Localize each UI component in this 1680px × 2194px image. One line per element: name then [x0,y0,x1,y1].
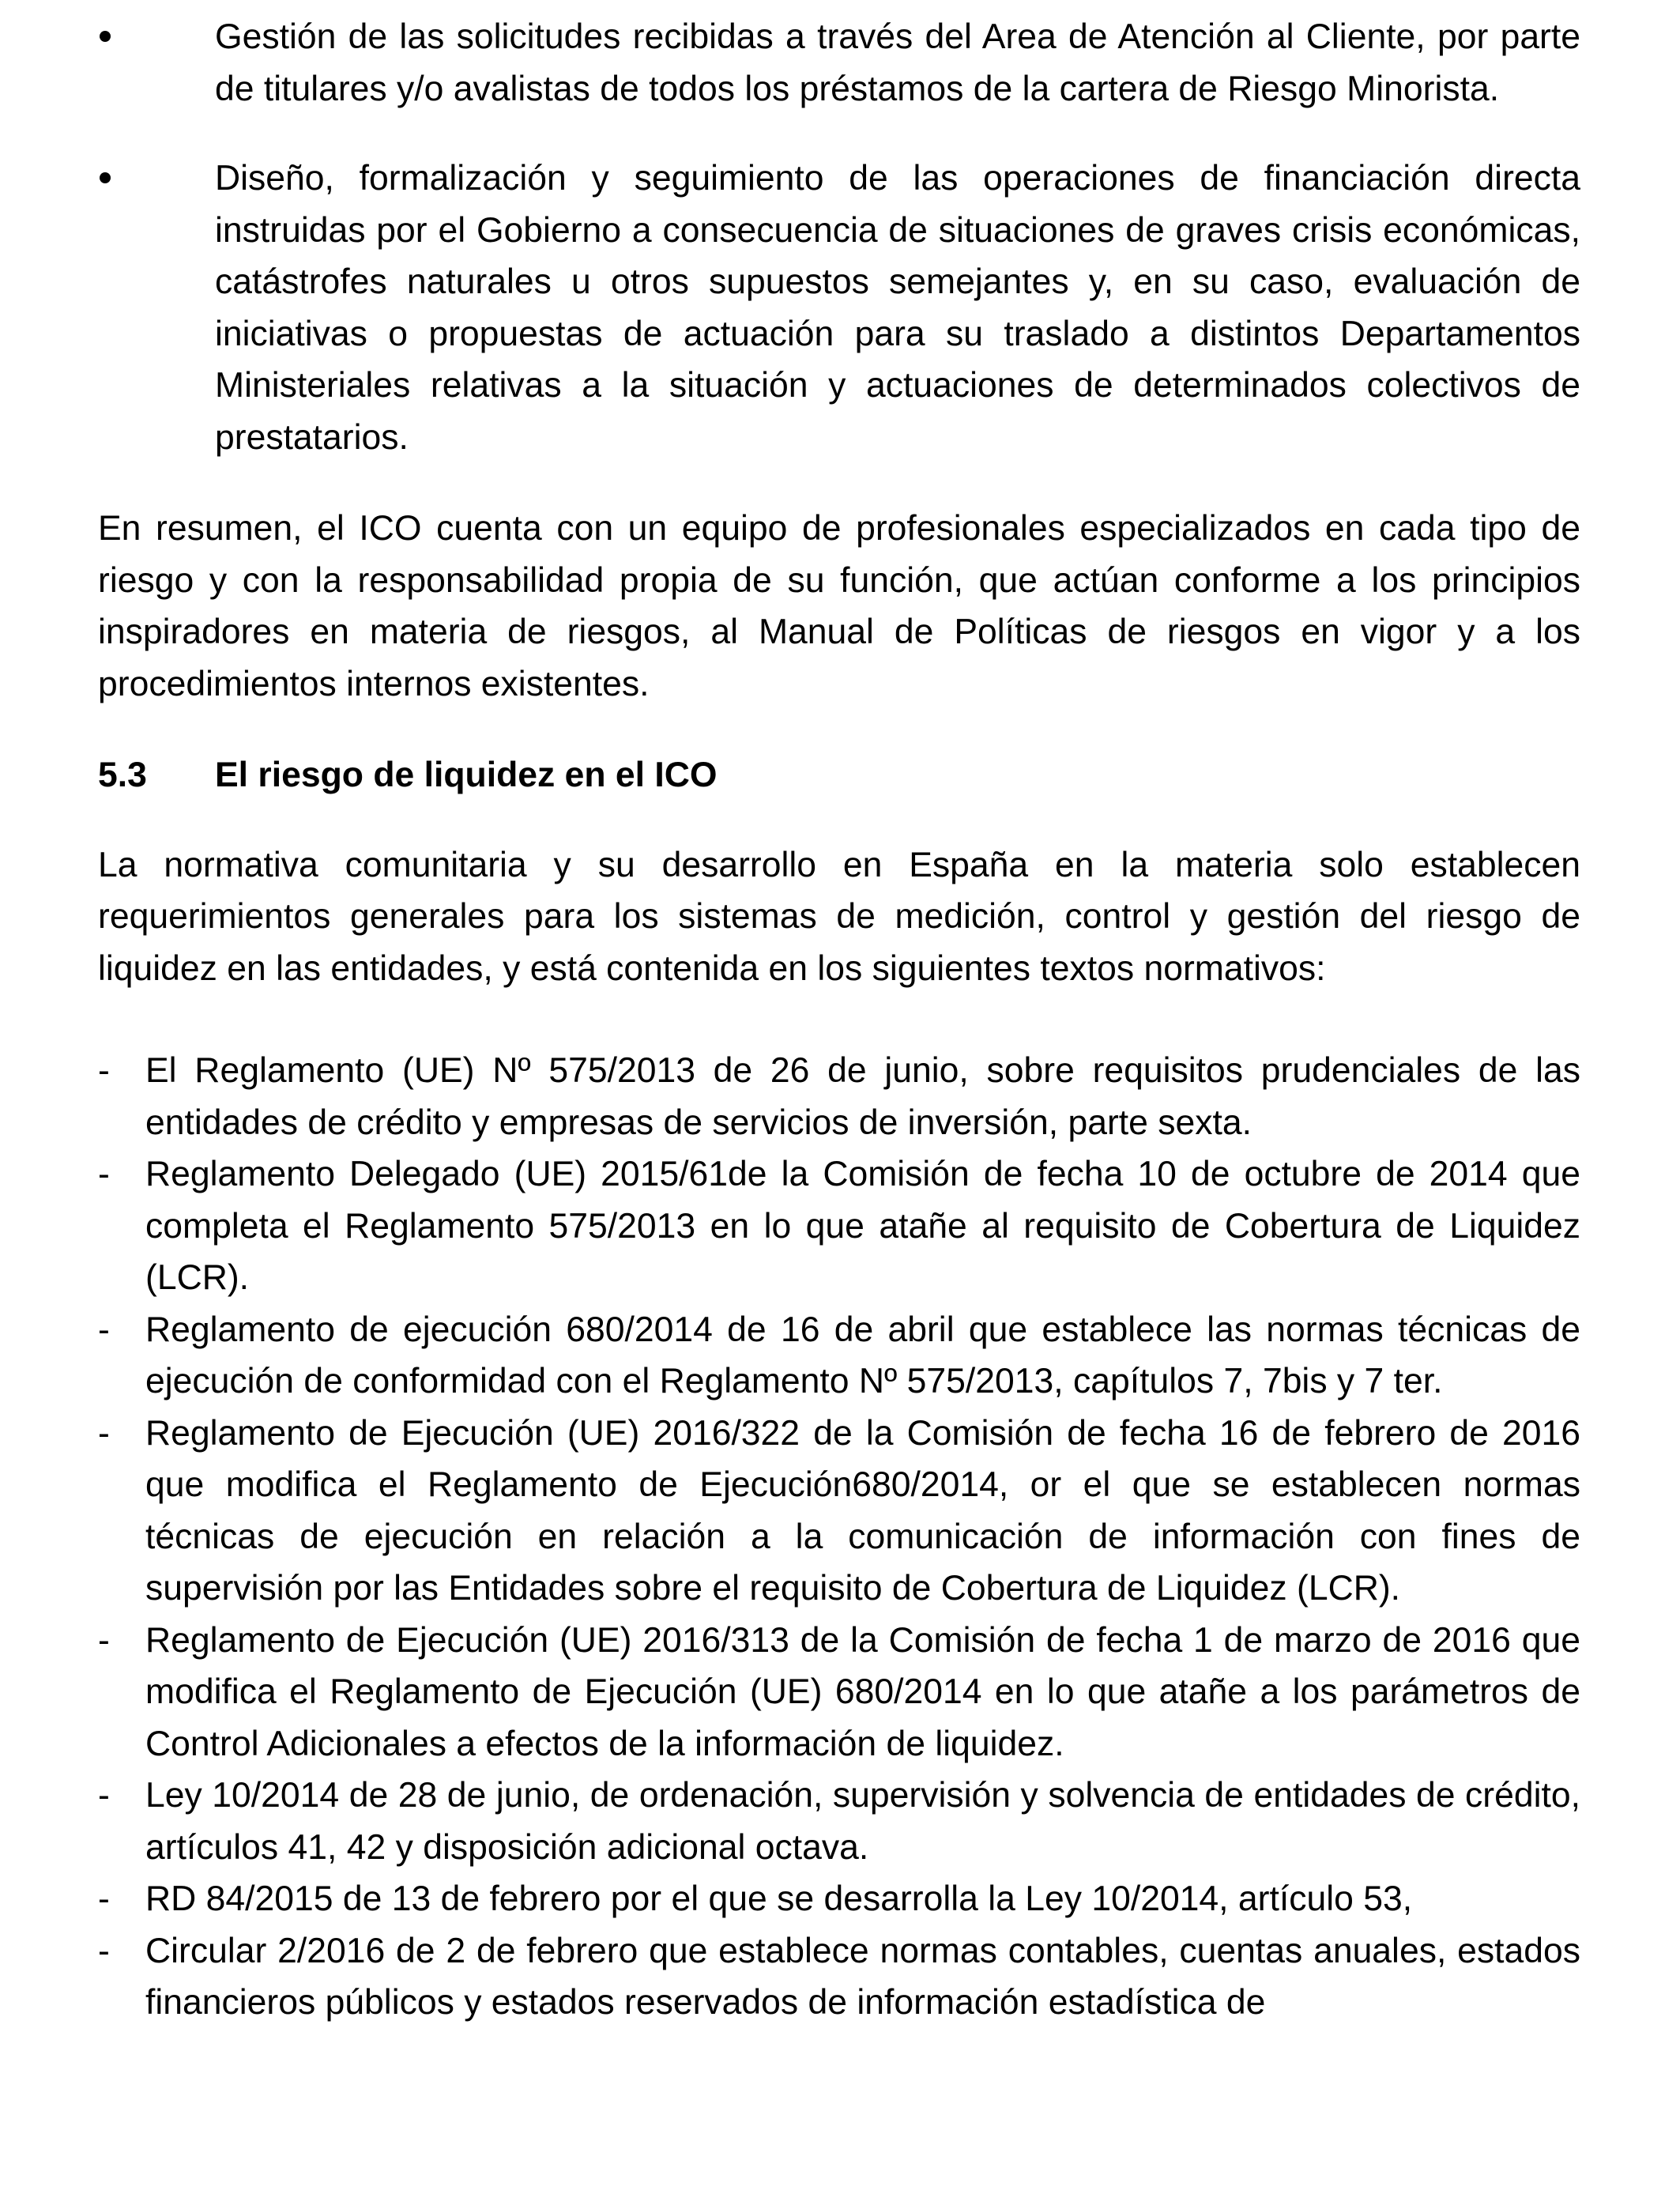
intro-paragraph: La normativa comunitaria y su desarrollo en España en la materia solo establecen requerimientos generales para los sistemas de medición, control y gestión del riesgo de liquidez en las entidades, y está contenida en los siguientes textos normativos: [98,845,1580,988]
list-item [98,1148,1580,1304]
dash-marker: - [98,1413,110,1453]
regulations-list [98,1045,1580,2029]
bullet-item [98,153,1580,463]
list-item-text: Reglamento Delegado (UE) 2015/61de la Comisión de fecha 10 de octubre de 2014 que completa el Reglamento 575/2013 en lo que atañe al requisito de Cobertura de Liquidez (LCR). [145,1155,1580,1297]
dash-marker: - [98,1155,110,1193]
section-number: 5.3 [98,756,147,794]
section-title: El riesgo de liquidez en el ICO [215,756,718,794]
bullet-text: Diseño, formalización y seguimiento de las operaciones de financiación directa instruidas por el Gobierno a consecuencia de situaciones de graves crisis económicas, catástrofes naturales u otros supuestos semejantes y, en su caso, evaluación de iniciativas o propuestas de actuación para su traslado a distintos Departamentos Ministeriales relativas a la situación y actuaciones de determinados colectivos de prestatarios. [215,159,1580,457]
dash-marker: - [98,1310,110,1349]
list-item [98,1408,1580,1615]
list-item-text: Ley 10/2014 de 28 de junio, de ordenación, supervisión y solvencia de entidades de crédito, artículos 41, 42 y disposición adicional octava. [145,1776,1580,1867]
dash-marker: - [98,1620,110,1660]
dash-marker: - [98,1879,110,1918]
section-heading [98,749,1580,801]
summary-paragraph: En resumen, el ICO cuenta con un equipo de profesionales especializados en cada tipo de riesgo y con la responsabilidad propia de su función, que actúan conforme a los principios inspiradores en materia de riesgos, al Manual de Políticas de riesgos en vigor y a los procedimientos internos existentes. [98,509,1580,703]
list-item-text: Reglamento de Ejecución (UE) 2016/313 de la Comisión de fecha 1 de marzo de 2016 que modifica el Reglamento de Ejecución (UE) 680/2014 en lo que atañe a los parámetros de Control Adicionales a efectos de la información de liquidez. [145,1620,1580,1763]
list-item-text: Reglamento de ejecución 680/2014 de 16 de abril que establece las normas técnicas de ejecución de conformidad con el Reglamento Nº 575/2013, capítulos 7, 7bis y 7 ter. [145,1310,1580,1400]
list-item-text: Circular 2/2016 de 2 de febrero que establece normas contables, cuentas anuales, estados financieros públicos y estados reservados de información estadística de [145,1931,1580,2022]
list-item [98,1304,1580,1408]
bullet-item [98,11,1580,115]
document-page [98,11,1580,2029]
list-item-text: RD 84/2015 de 13 de febrero por el que se desarrolla la Ley 10/2014, artículo 53, [145,1879,1413,1918]
list-item-text: El Reglamento (UE) Nº 575/2013 de 26 de junio, sobre requisitos prudenciales de las entidades de crédito y empresas de servicios de inversión, parte sexta. [145,1051,1580,1142]
dash-marker: - [98,1051,110,1090]
dash-marker: - [98,1776,110,1815]
list-item [98,1873,1580,1925]
list-item [98,1925,1580,2029]
list-item-text: Reglamento de Ejecución (UE) 2016/322 de la Comisión de fecha 16 de febrero de 2016 que modifica el Reglamento de Ejecución680/2014, or el que se establecen normas técnicas de ejecución en relación a la comunicación de información con fines de supervisión por las Entidades sobre el requisito de Cobertura de Liquidez (LCR). [145,1413,1580,1608]
list-item [98,1770,1580,1873]
bullet-dot-icon [100,31,111,42]
bullet-text: Gestión de las solicitudes recibidas a través del Area de Atención al Cliente, por parte de titulares y/o avalistas de todos los préstamos de la cartera de Riesgo Minorista. [215,17,1580,108]
list-item [98,1615,1580,1770]
bullet-dot-icon [100,172,111,183]
list-item [98,1045,1580,1148]
dash-marker: - [98,1931,110,1970]
